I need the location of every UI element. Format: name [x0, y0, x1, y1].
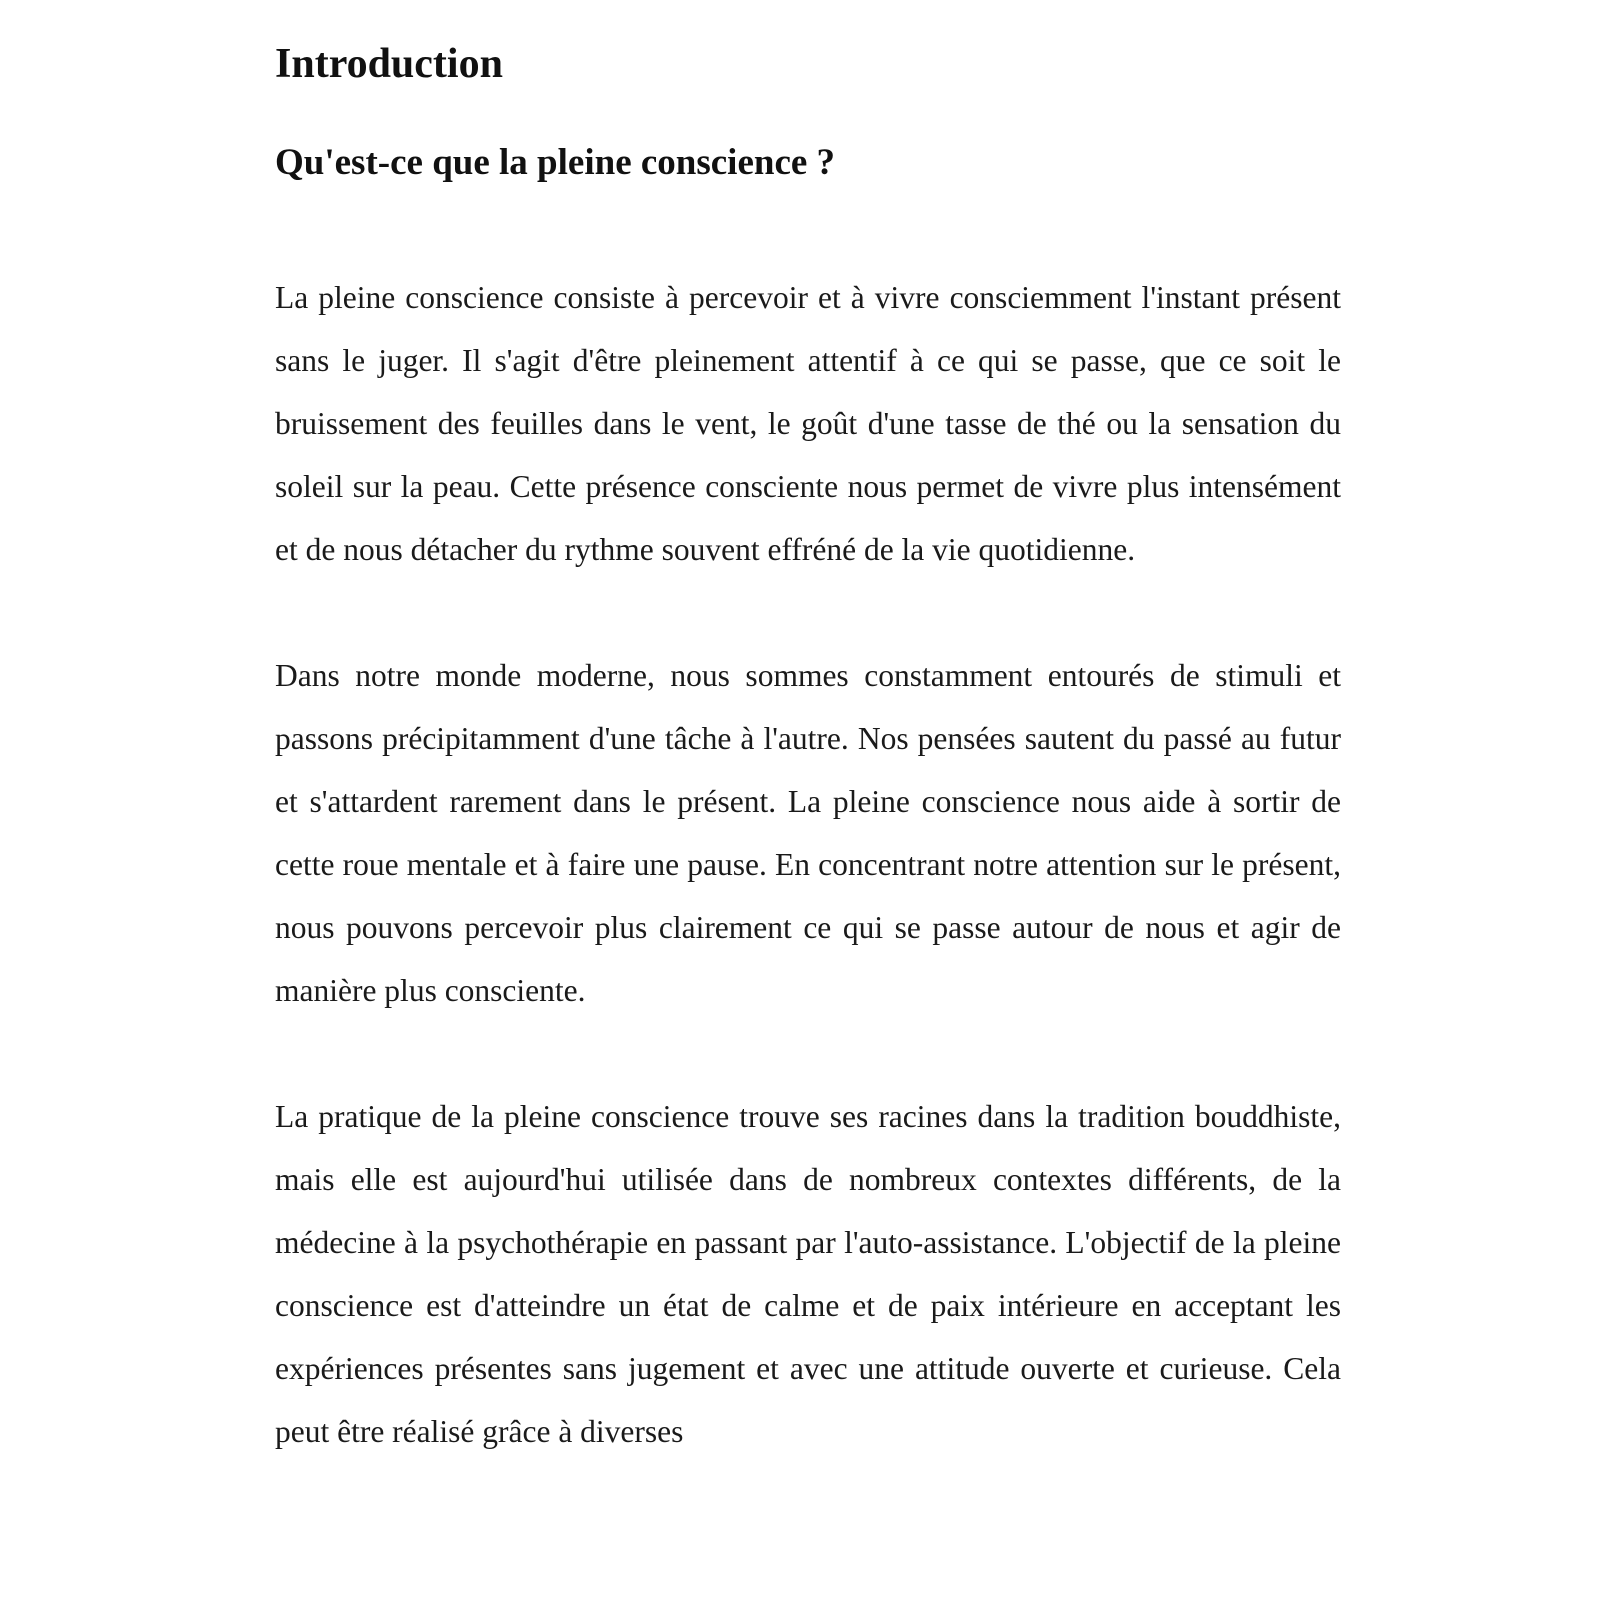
document-content: [275, 38, 1341, 1463]
paragraph-2: Dans notre monde moderne, nous sommes constamment entourés de stimuli et passons précipitamment d'une tâche à l'autre. Nos pensées sautent du passé au futur et s'attardent rarement dans le présent. La pleine conscience nous aide à sortir de cette roue mentale et à faire une pause. En concentrant notre attention sur le présent, nous pouvons percevoir plus clairement ce qui se passe autour de nous et agir de manière plus consciente.: [275, 658, 1341, 1008]
paragraph-1: La pleine conscience consiste à percevoir et à vivre consciemment l'instant présent sans le juger. Il s'agit d'être pleinement attentif à ce qui se passe, que ce soit le bruissement des feuilles dans le vent, le goût d'une tasse de thé ou la sensation du soleil sur la peau. Cette présence consciente nous permet de vivre plus intensément et de nous détacher du rythme souvent effréné de la vie quotidienne.: [275, 280, 1341, 567]
paragraph-3: La pratique de la pleine conscience trouve ses racines dans la tradition bouddhiste, mais elle est aujourd'hui utilisée dans de nombreux contextes différents, de la médecine à la psychothérapie en passant par l'auto-assistance. L'objectif de la pleine conscience est d'atteindre un état de calme et de paix intérieure en acceptant les expériences présentes sans jugement et avec une attitude ouverte et curieuse. Cela peut être réalisé grâce à diverses: [275, 1099, 1341, 1449]
section-subheading: Qu'est-ce que la pleine conscience ?: [275, 142, 836, 183]
section-heading: Introduction: [275, 41, 503, 87]
